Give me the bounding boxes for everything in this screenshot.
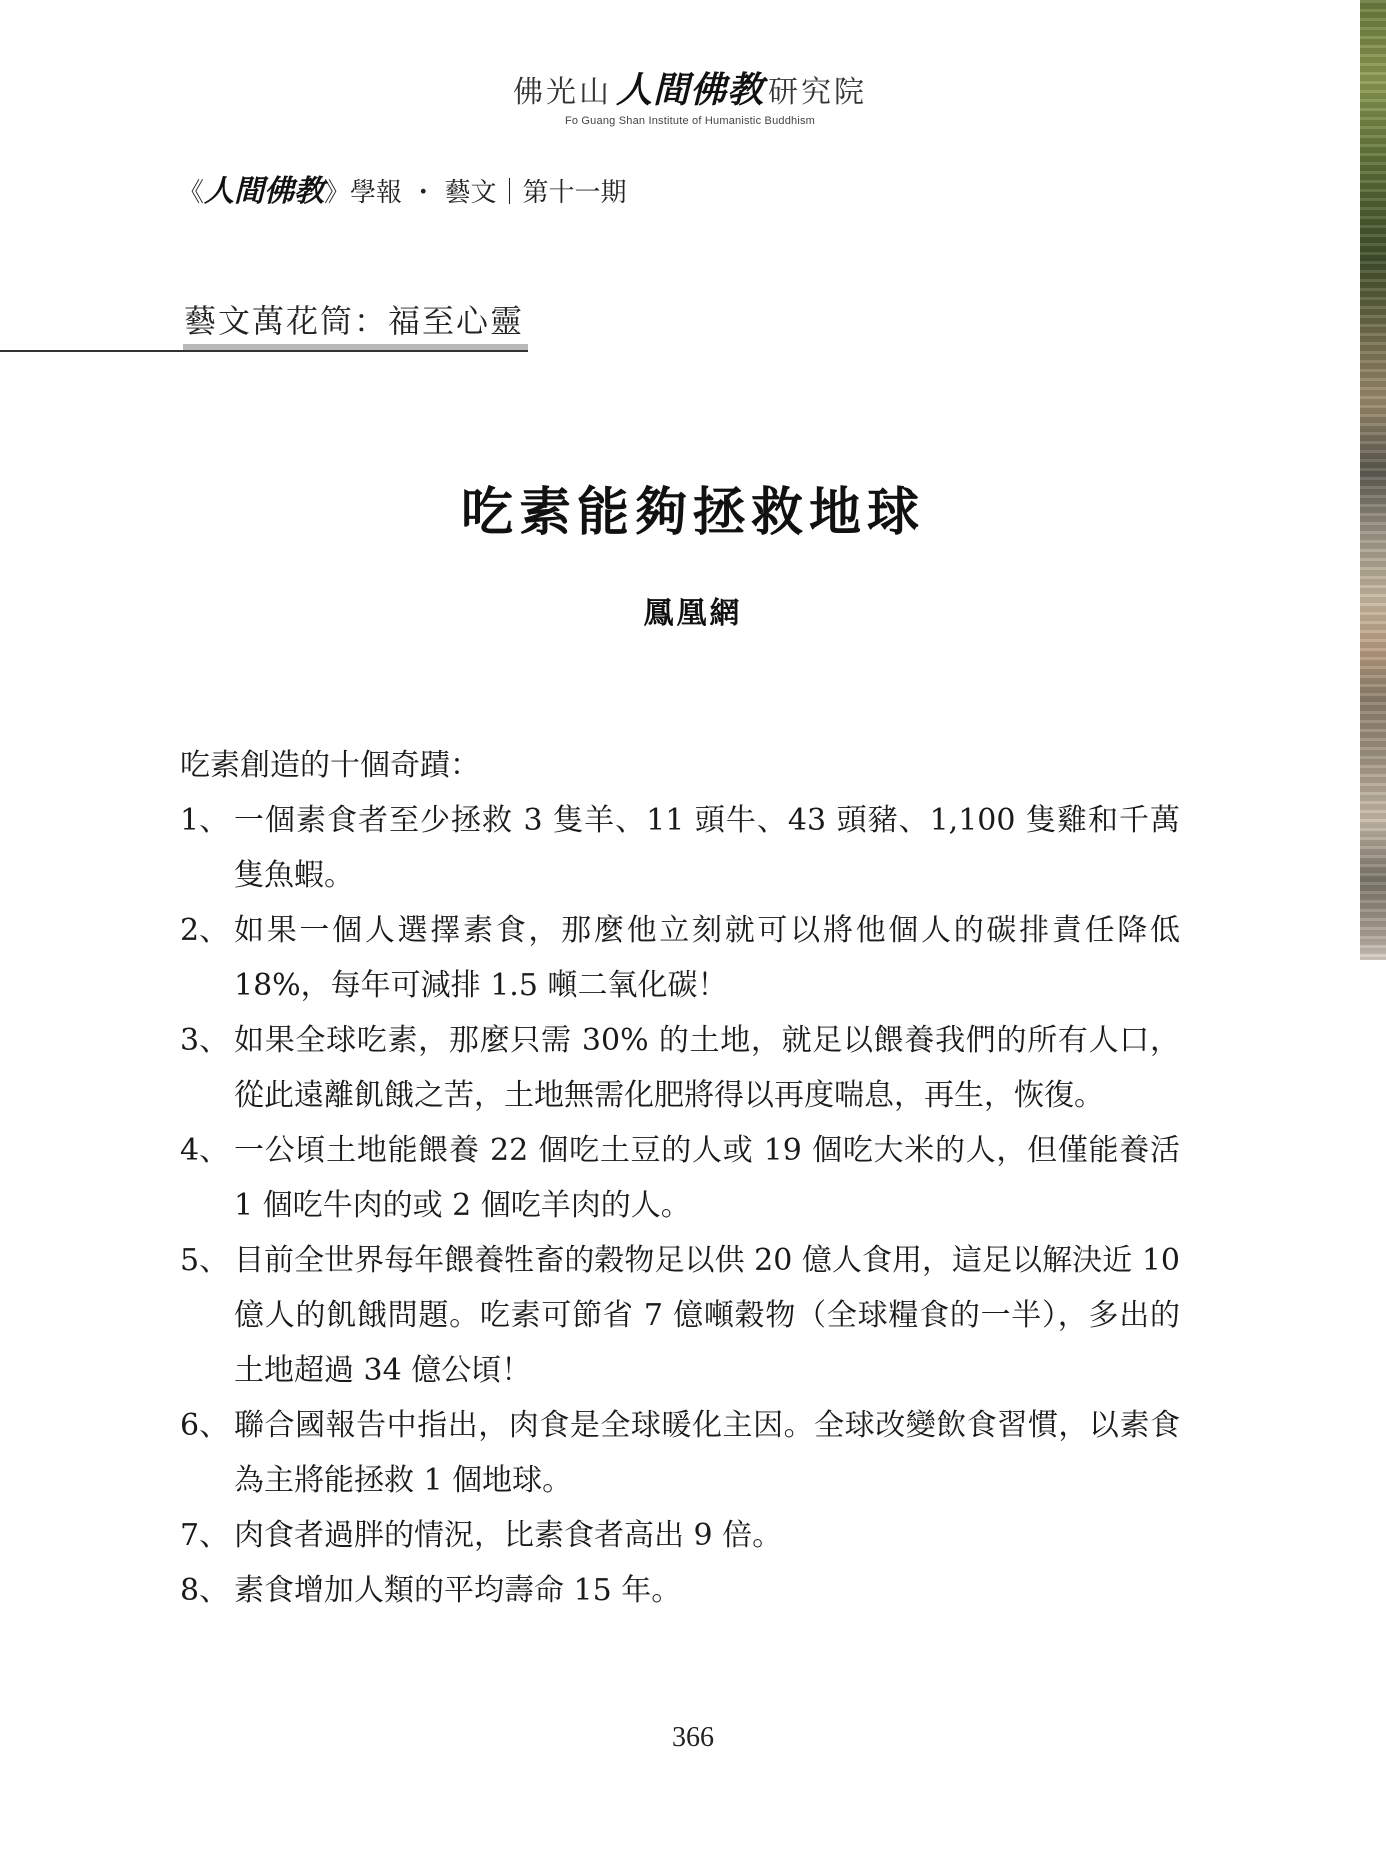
list-item-text: 如果一個人選擇素食，那麼他立刻就可以將他個人的碳排責任降低 18%，每年可減排 1.5 噸二氧化碳！ xyxy=(234,913,1180,1003)
list-item xyxy=(180,1563,1180,1618)
list-item xyxy=(180,1123,1180,1233)
article-body xyxy=(180,738,1180,1618)
section-label: 藝文萬花筒：福至心靈 xyxy=(184,302,525,340)
list-item-text: 一公頃土地能餵養 22 個吃土豆的人或 19 個吃大米的人，但僅能養活 1 個吃牛肉的或 2 個吃羊肉的人。 xyxy=(234,1133,1180,1223)
page-number: 366 xyxy=(672,1722,714,1753)
list-item-number: 5、 xyxy=(180,1243,230,1278)
list-item-number: 6、 xyxy=(180,1408,230,1443)
list-item-text: 目前全世界每年餵養牲畜的穀物足以供 20 億人食用，這足以解決近 10 億人的飢餓問題。吃素可節省 7 億噸穀物（全球糧食的一半），多出的土地超過 34 億公頃！ xyxy=(234,1243,1180,1388)
list-item xyxy=(180,1233,1180,1398)
institute-english-name: Fo Guang Shan Institute of Humanistic Buddhism xyxy=(564,115,816,127)
journal-close-quote: 》 xyxy=(324,178,351,208)
list-item xyxy=(180,1013,1180,1123)
list-item xyxy=(180,903,1180,1013)
list-item xyxy=(180,1508,1180,1563)
list-item-text: 聯合國報告中指出，肉食是全球暖化主因。全球改變飲食習慣，以素食為主將能拯救 1 個地球。 xyxy=(234,1408,1180,1498)
list-item-text: 一個素食者至少拯救 3 隻羊、11 頭牛、43 頭豬、1,100 隻雞和千萬隻魚蝦。 xyxy=(234,803,1180,893)
list-item-number: 4、 xyxy=(180,1133,230,1168)
list-item-number: 3、 xyxy=(180,1023,230,1058)
institute-name xyxy=(490,62,890,113)
article-author: 鳳凰網 xyxy=(643,596,743,631)
journal-open-quote: 《 xyxy=(178,178,205,208)
list-item xyxy=(180,793,1180,903)
section-divider xyxy=(0,350,528,352)
list-item-number: 7、 xyxy=(180,1518,230,1553)
list-item-number: 2、 xyxy=(180,913,230,948)
institute-header xyxy=(490,62,890,127)
institute-brand-logo: 人間佛教 xyxy=(615,70,764,111)
list-item-text: 如果全球吃素，那麼只需 30% 的土地，就足以餵養我們的所有人口，從此遠離飢餓之苦，土地無需化肥將得以再度喘息，再生，恢復。 xyxy=(234,1023,1180,1113)
list-item-number: 8、 xyxy=(180,1573,230,1608)
list-item-number: 1、 xyxy=(180,803,230,838)
journal-running-head xyxy=(178,166,627,210)
institute-prefix: 佛光山 xyxy=(512,75,612,110)
list-item xyxy=(180,1398,1180,1508)
journal-brand-logo: 人間佛教 xyxy=(204,174,325,209)
article-intro: 吃素創造的十個奇蹟： xyxy=(180,748,480,783)
list-item-text: 肉食者過胖的情況，比素食者高出 9 倍。 xyxy=(234,1518,783,1553)
list-item-text: 素食增加人類的平均壽命 15 年。 xyxy=(234,1573,682,1608)
institute-suffix: 研究院 xyxy=(768,75,867,110)
article-title: 吃素能夠拯救地球 xyxy=(460,482,925,543)
journal-issue-label: 學報 ・ 藝文｜第十一期 xyxy=(350,178,627,208)
